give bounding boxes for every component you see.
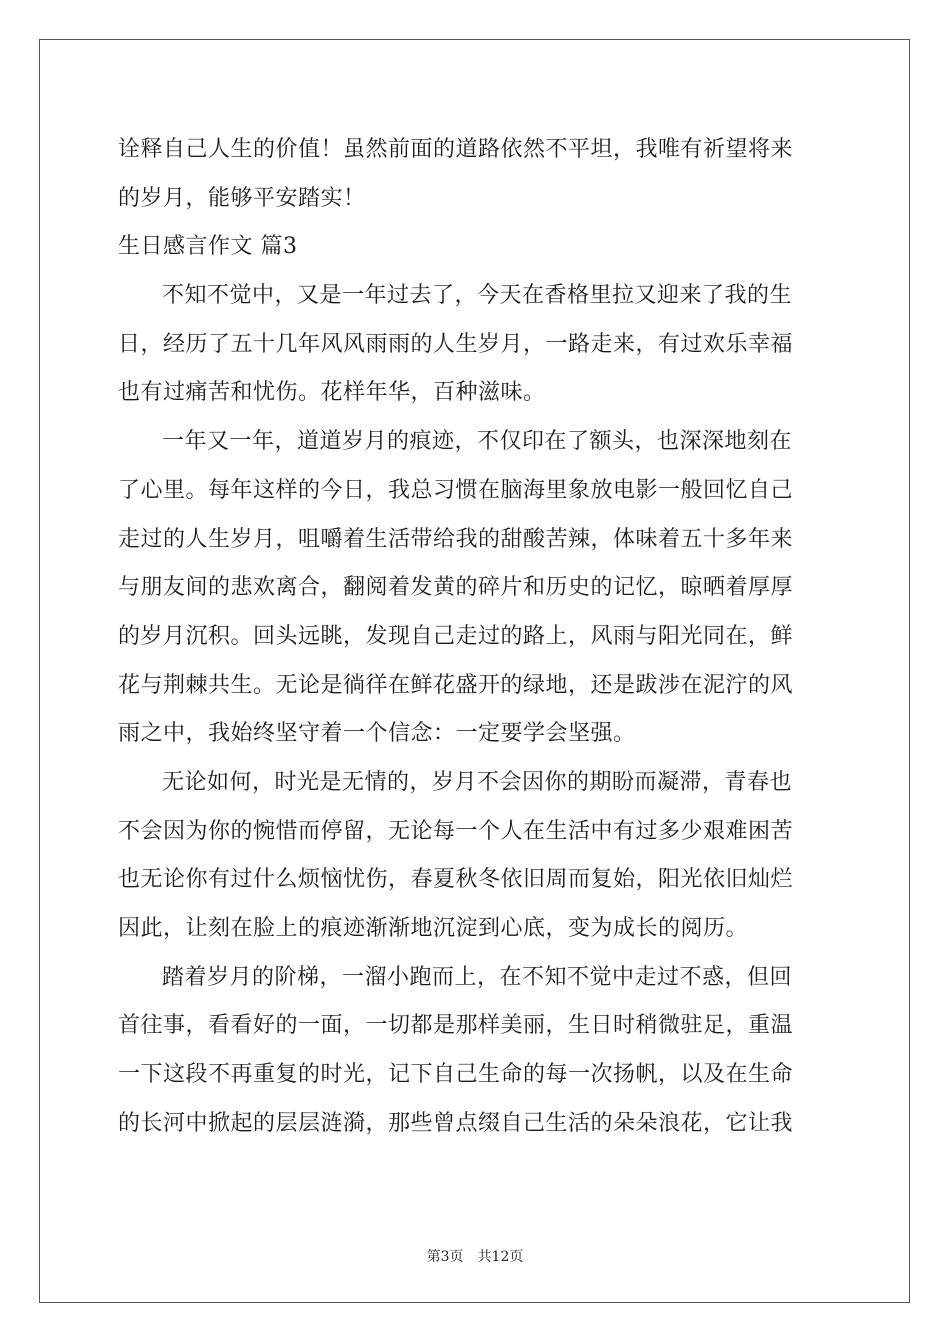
text-line: 日，经历了五十几年风风雨雨的人生岁月，一路走来，有过欢乐幸福 (118, 331, 794, 357)
paragraph-first-line: 踏着岁月的阶梯，一溜小跑而上，在不知不觉中走过不惑，但回 (162, 964, 793, 990)
document-body (118, 126, 838, 1148)
text-line: 走过的人生岁月，咀嚼着生活带给我的甜酸苦辣，体味着五十多年来 (118, 526, 794, 552)
paragraph-first-line: 一年又一年，道道岁月的痕迹，不仅印在了额头，也深深地刻在 (162, 429, 793, 455)
text-line: 的岁月沉积。回头远眺，发现自己走过的路上，风雨与阳光同在，鲜 (118, 623, 794, 649)
page-number: 第3页 (426, 1249, 464, 1265)
text-line: 花与荆棘共生。无论是徜徉在鲜花盛开的绿地，还是跋涉在泥泞的风 (118, 672, 794, 698)
text-line: 的岁月，能够平安踏实！ (118, 185, 366, 211)
text-line: 因此，让刻在脸上的痕迹渐渐地沉淀到心底，变为成长的阅历。 (118, 916, 749, 941)
paragraph-first-line: 不知不觉中，又是一年过去了，今天在香格里拉又迎来了我的生 (162, 283, 793, 309)
text-line: 的长河中掀起的层层涟漪，那些曾点缀自己生活的朵朵浪花，它让我 (118, 1110, 794, 1136)
text-line: 诠释自己人生的价值！虽然前面的道路依然不平坦，我唯有祈望将来 (118, 137, 794, 162)
section-heading: 生日感言作文 篇3 (118, 234, 298, 260)
text-line: 也无论你有过什么烦恼忧伤，春夏秋冬依旧周而复始，阳光依旧灿烂 (118, 867, 794, 893)
text-line: 不会因为你的惋惜而停留，无论每一个人在生活中有过多少艰难困苦 (118, 818, 794, 844)
page-total: 共12页 (477, 1249, 524, 1265)
text-line: 也有过痛苦和忧伤。花样年华，百种滋味。 (118, 380, 546, 406)
text-line: 雨之中，我始终坚守着一个信念：一定要学会坚强。 (118, 721, 636, 747)
page-footer (0, 1246, 950, 1266)
text-line: 首往事，看看好的一面，一切都是那样美丽，生日时稍微驻足，重温 (118, 1013, 794, 1039)
text-line: 与朋友间的悲欢离合，翻阅着发黄的碎片和历史的记忆，晾晒着厚厚 (118, 575, 794, 601)
text-line: 一下这段不再重复的时光，记下自己生命的每一次扬帆，以及在生命 (118, 1062, 794, 1088)
text-line: 了心里。每年这样的今日，我总习惯在脑海里象放电影一般回忆自己 (118, 477, 794, 503)
paragraph-first-line: 无论如何，时光是无情的，岁月不会因你的期盼而凝滞，青春也 (162, 769, 793, 795)
